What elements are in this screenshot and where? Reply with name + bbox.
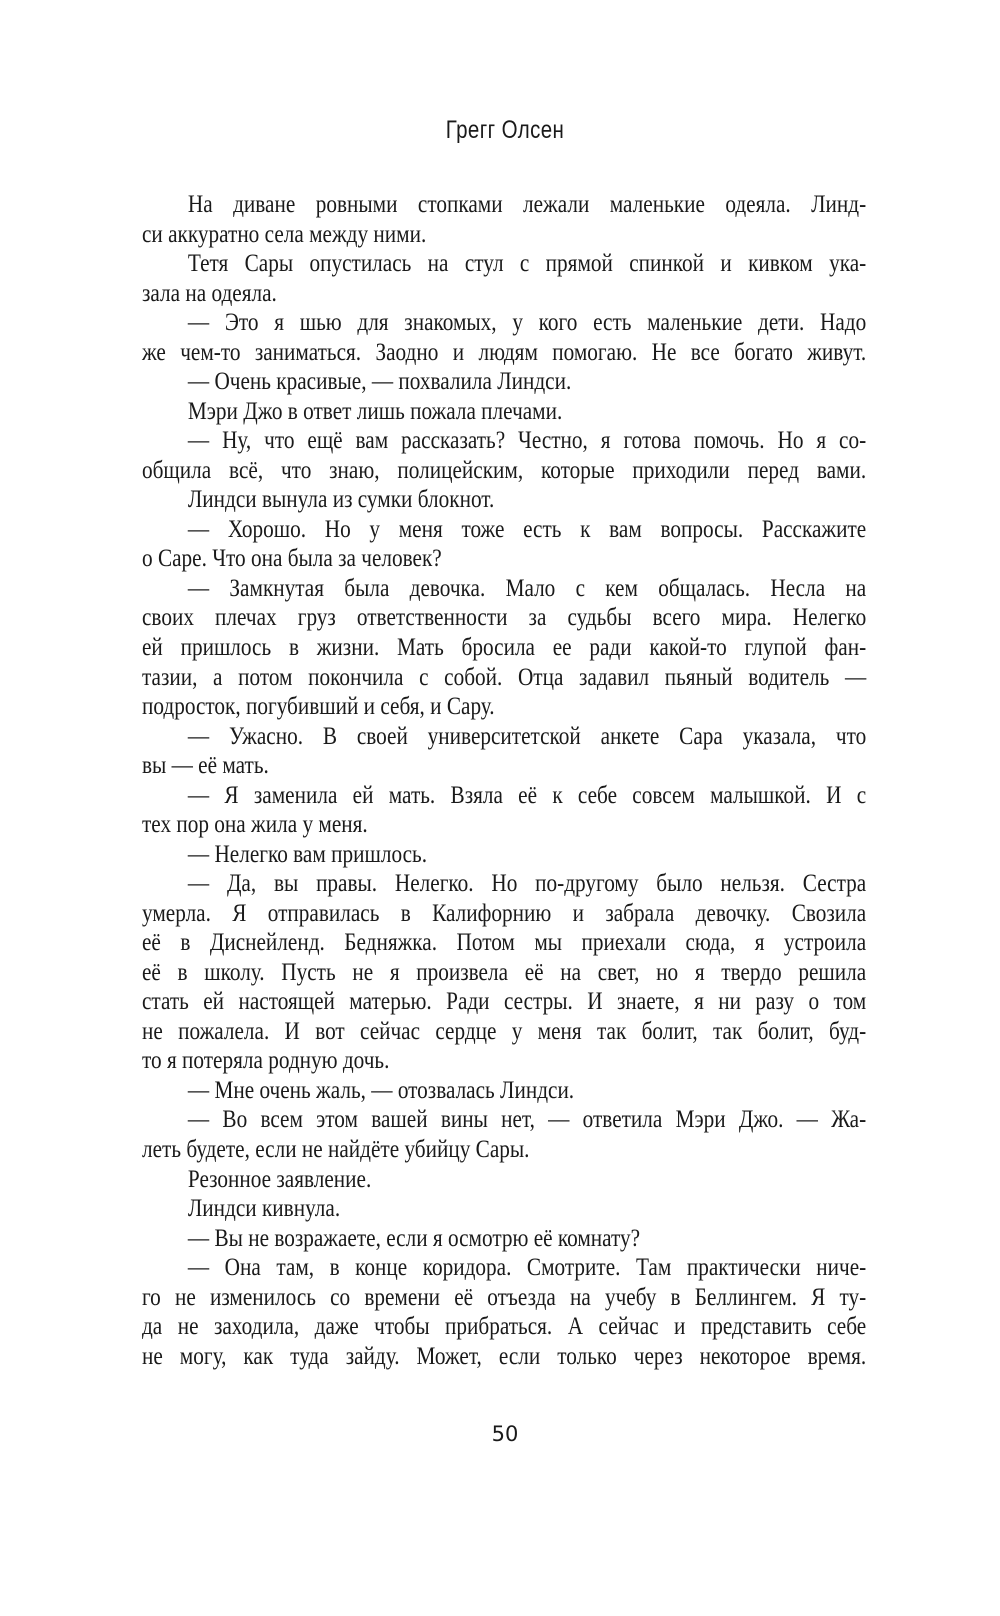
text-line: ей пришлось в жизни. Мать бросила ее ради какой-то глупой фан- (142, 633, 867, 661)
text-line: общила всё, что знаю, полицейским, которые приходили перед вами. (142, 456, 867, 484)
text-line: — Я заменила ей мать. Взяла её к себе совсем малышкой. И с (187, 781, 867, 809)
text-line: — Нелегко вам пришлось. (187, 840, 428, 868)
text-line: не могу, как туда зайду. Может, если только через некоторое время. (142, 1342, 867, 1370)
text-line: — Это я шью для знакомых, у кого есть маленькие дети. Надо (187, 309, 867, 337)
text-line: зала на одеяла. (142, 279, 277, 307)
text-line: — Очень красивые, — похвалила Линдси. (187, 368, 572, 396)
text-line: же чем-то заниматься. Заодно и людям помогаю. Не все богато живут. (142, 338, 867, 366)
text-line: подросток, погубивший и себя, и Сару. (142, 693, 495, 721)
text-line: — Да, вы правы. Нелегко. Но по-другому было нельзя. Сестра (187, 870, 867, 898)
text-line: Линдси кивнула. (187, 1195, 341, 1223)
text-line: — Хорошо. Но у меня тоже есть к вам вопросы. Расскажите (187, 515, 867, 543)
text-line: — Ужасно. В своей университетской анкете Сара указала, что (187, 722, 867, 750)
text-line: — Она там, в конце коридора. Смотрите. Там практически ниче- (187, 1254, 867, 1282)
text-line: — Во всем этом вашей вины нет, — ответила Мэри Джо. — Жа- (187, 1106, 867, 1134)
text-line: вы — её мать. (142, 752, 269, 780)
text-line: своих плечах груз ответственности за судьбы всего мира. Нелегко (142, 604, 867, 632)
text-line: — Мне очень жаль, — отозвалась Линдси. (187, 1076, 575, 1104)
text-line: не пожалела. И вот сейчас сердце у меня так болит, так болит, буд- (142, 1017, 867, 1045)
page-number: 50 (491, 1422, 519, 1446)
text-line: Линдси вынула из сумки блокнот. (187, 486, 495, 514)
text-line: её в школу. Пусть не я произвела её на свет, но я твердо решила (142, 958, 867, 986)
text-line: умерла. Я отправилась в Калифорнию и забрала девочку. Свозила (142, 899, 867, 927)
text-line: На диване ровными стопками лежали маленькие одеяла. Линд- (187, 191, 867, 218)
text-line: Резонное заявление. (187, 1165, 372, 1193)
text-line: тазии, а потом покончила с собой. Отца задавил пьяный водитель — (142, 663, 867, 691)
text-line: леть будете, если не найдёте убийцу Сары. (142, 1136, 530, 1163)
text-line: о Саре. Что она была за человек? (142, 545, 442, 573)
text-line: — Вы не возражаете, если я осмотрю её комнату? (187, 1224, 641, 1252)
text-line: то я потеряла родную дочь. (142, 1047, 390, 1075)
text-line: — Ну, что ещё вам рассказать? Честно, я готова помочь. Но я со- (187, 427, 867, 455)
text-line: го не изменилось со времени её отъезда на учебу в Беллингем. Я ту- (142, 1283, 867, 1311)
text-line: её в Диснейленд. Бедняжка. Потом мы приехали сюда, я устроила (142, 929, 867, 957)
text-line: да не заходила, даже чтобы прибраться. А сейчас и представить себе (142, 1313, 867, 1341)
running-header: Грегг Олсен (445, 116, 565, 144)
text-line: тех пор она жила у меня. (142, 811, 368, 839)
text-line: — Замкнутая была девочка. Мало с кем общалась. Несла на (187, 574, 867, 602)
text-line: стать ей настоящей матерью. Ради сестры. И знаете, я ни разу о том (142, 988, 867, 1016)
text-line: Мэри Джо в ответ лишь пожала плечами. (187, 397, 563, 425)
body-text (142, 190, 866, 1371)
text-line: Тетя Сары опустилась на стул с прямой спинкой и кивком ука- (187, 250, 867, 278)
text-line: си аккуратно села между ними. (142, 220, 427, 248)
